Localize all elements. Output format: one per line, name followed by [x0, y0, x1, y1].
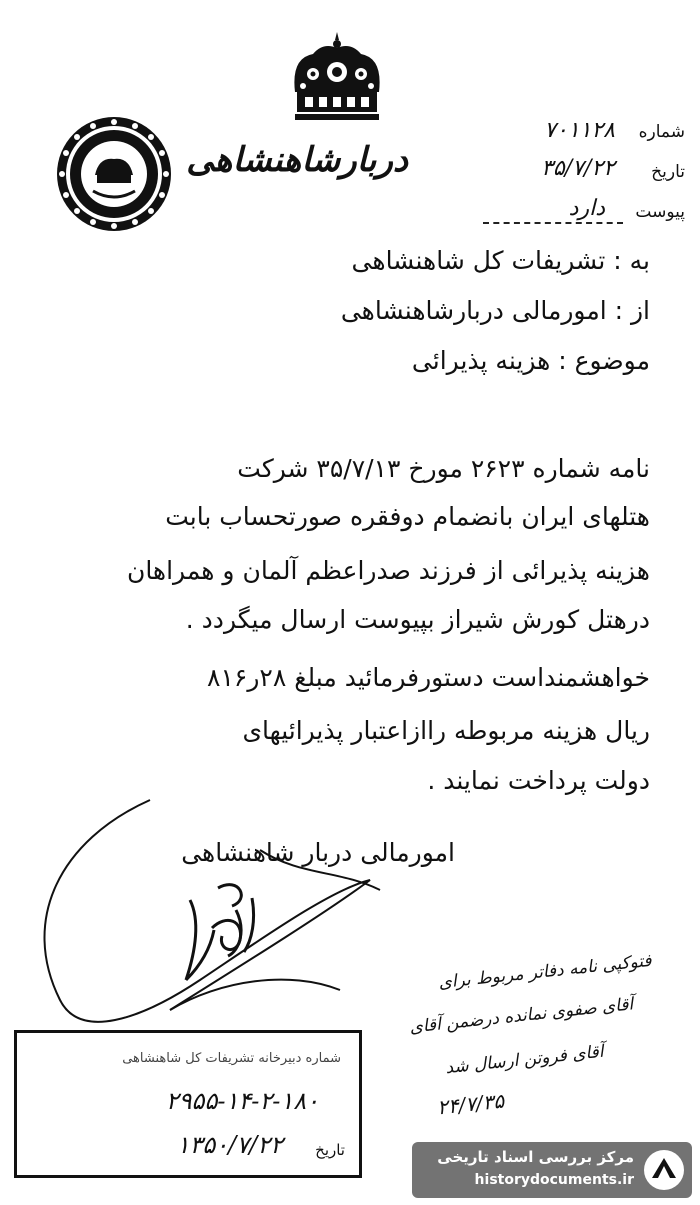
archive-logo-icon — [642, 1148, 686, 1192]
body-line-1: نامه شماره ۲۶۲۳ مورخ ۳۵/۷/۱۳ شرکت — [237, 454, 650, 483]
signature-block: امورمالی دربار شاهنشاهی — [181, 838, 455, 867]
handwritten-note-date: ۲۴/۷/۳۵ — [435, 1088, 506, 1120]
handwritten-signature-icon — [0, 780, 460, 1060]
handwritten-note-line-2: آقای صفوی نمانده درضمن آقای — [408, 994, 635, 1038]
body-line-2: هتلهای ایران بانضمام دوفقره صورتحساب بابت — [165, 502, 650, 531]
date-value: ۳۵/۷/۲۲ — [541, 156, 615, 181]
attachment-value: دارد — [568, 196, 605, 221]
round-seal-icon — [55, 115, 173, 233]
body-line-5: خواهشمنداست دستورفرمائید مبلغ ۲۸ر۸۱۶ — [207, 663, 650, 692]
watermark-org: مرکز بررسی اسناد تاریخی — [437, 1148, 634, 1166]
letterhead-title: دربارشاهنشاهی — [186, 140, 408, 180]
attachment-label: پیوست — [635, 202, 685, 222]
recipient-line: به : تشریفات کل شاهنشاهی — [351, 246, 650, 275]
stamp-date-value: ۱۳۵۰/۷/۲۲ — [176, 1131, 283, 1159]
body-line-3: هزینه پذیرائی از فرزند صدراعظم آلمان و همراهان — [126, 556, 650, 585]
stamp-line-1: شماره دبیرخانه تشریفات کل شاهنشاهی — [122, 1051, 341, 1066]
number-value: ۷۰۱۱۲۸ — [544, 118, 615, 143]
handwritten-note-line-1: فتوکپی نامه دفاتر مربوط برای — [437, 950, 653, 994]
watermark-site: historydocuments.ir — [474, 1172, 634, 1188]
number-label: شماره — [638, 122, 685, 142]
sender-line: از : امورمالی دربارشاهنشاهی — [340, 296, 650, 325]
watermark — [412, 1142, 692, 1198]
meta-block — [445, 118, 685, 228]
body-line-4: درهتل کورش شیراز بپیوست ارسال میگردد . — [185, 605, 650, 634]
date-label: تاریخ — [651, 162, 685, 182]
handwritten-note-line-3: آقای فروتن ارسال شد — [444, 1041, 605, 1079]
subject-line: موضوع : هزینه پذیرائی — [411, 346, 650, 375]
body-line-7: دولت پرداخت نمایند . — [427, 766, 650, 795]
crown-emblem-icon — [283, 28, 391, 128]
body-line-6: ریال هزینه مربوطه راازاعتبار پذیرائیهای — [242, 716, 650, 745]
attachment-dash — [483, 222, 623, 224]
stamp-line-2: ۲۹۵۵-۱۴-۲-۱۸۰ — [165, 1087, 319, 1115]
stamp-date-label: تاریخ — [315, 1141, 345, 1159]
received-stamp — [14, 1030, 362, 1178]
